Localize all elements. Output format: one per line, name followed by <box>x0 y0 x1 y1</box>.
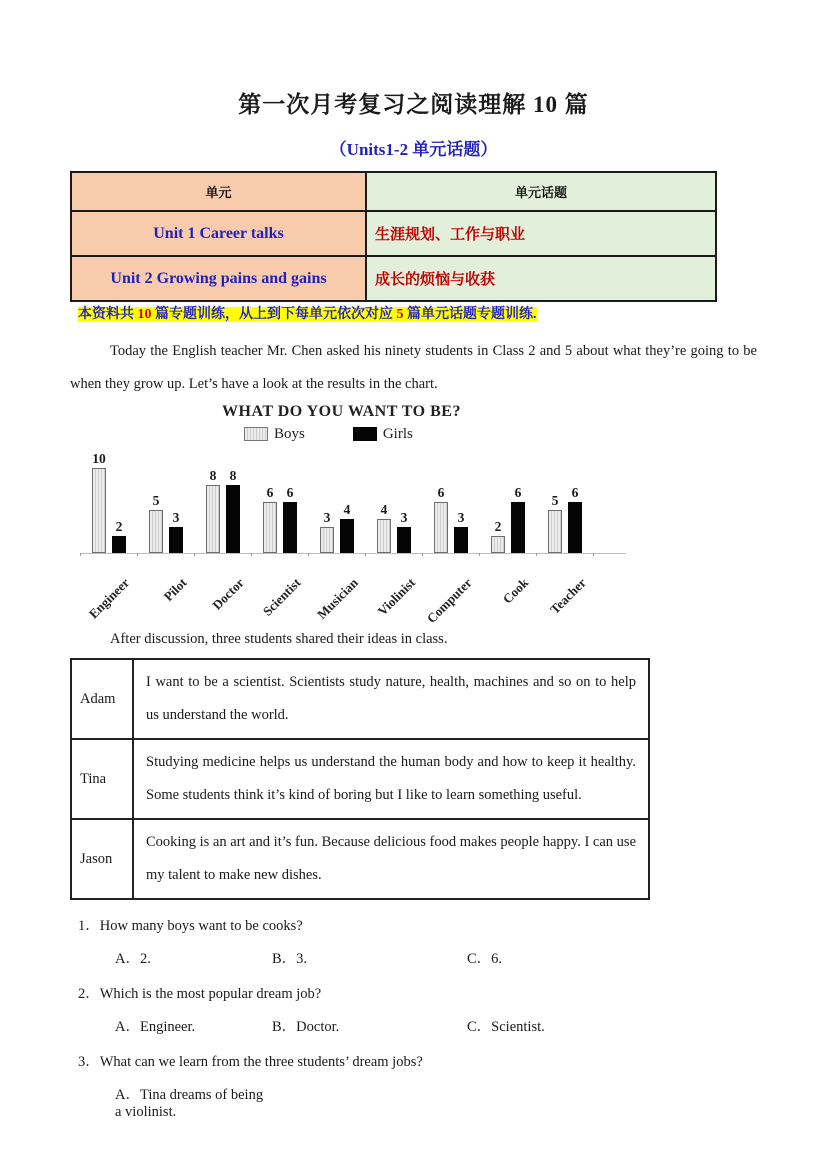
dream-job-chart <box>0 403 827 631</box>
questions-block <box>78 914 827 1121</box>
x-axis-tick <box>194 553 195 556</box>
chart-legend <box>244 425 827 443</box>
units-table-row-1 <box>71 211 716 256</box>
bar-boys-engineer <box>92 468 106 553</box>
question-3-number: 3． <box>78 1054 100 1070</box>
question-3-options <box>115 1083 827 1121</box>
x-axis-tick <box>422 553 423 556</box>
bar-value-girls-computer: 3 <box>457 510 465 525</box>
bar-value-boys-teacher: 5 <box>551 493 559 508</box>
category-label-cook: Cook <box>500 575 532 607</box>
bar-value-girls-teacher: 6 <box>571 485 579 500</box>
student-idea-cell: I want to be a scientist. Scientists study nature, health, machines and so on to help us understand the world. <box>133 659 649 739</box>
notice-segment-5: 篇单元话题专题训练. <box>403 307 537 322</box>
bar-boys-teacher <box>548 510 562 553</box>
bar-value-girls-scientist: 6 <box>286 485 294 500</box>
bar-girls-pilot <box>169 527 183 553</box>
bar-value-boys-musician: 3 <box>323 510 331 525</box>
legend-label-girls: Girls <box>382 425 413 442</box>
chart-plot-area <box>86 443 646 573</box>
x-axis-line <box>80 553 626 554</box>
question-3-text <box>78 1050 827 1071</box>
bar-girls-cook <box>511 502 525 553</box>
bar-value-boys-doctor: 8 <box>209 468 217 483</box>
bar-girls-scientist <box>283 502 297 553</box>
x-axis-tick <box>593 553 594 556</box>
bar-value-boys-violinist: 4 <box>380 502 388 517</box>
bar-boys-pilot <box>149 510 163 553</box>
bar-value-boys-pilot: 5 <box>152 493 160 508</box>
page-title: 第一次月考复习之阅读理解 10 篇 <box>238 92 589 117</box>
bar-boys-computer <box>434 502 448 553</box>
student-idea-cell: Cooking is an art and it’s fun. Because delicious food makes people happy. I can use my talent to make new dishes. <box>133 819 649 899</box>
bar-boys-violinist <box>377 519 391 553</box>
bar-value-boys-engineer: 10 <box>92 451 106 466</box>
question-1-option-c: C．6. <box>467 951 503 967</box>
bar-value-girls-engineer: 2 <box>115 519 123 534</box>
category-label-scientist: Scientist <box>259 575 304 619</box>
category-label-computer: Computer <box>423 575 475 626</box>
unit-topic-cell: 成长的烦恼与收获 <box>366 256 716 301</box>
bar-girls-engineer <box>112 536 126 553</box>
x-axis-tick <box>137 553 138 556</box>
category-label-violinist: Violinist <box>374 575 418 619</box>
units-table-row-2 <box>71 256 716 301</box>
unit-name-cell: Unit 2 Growing pains and gains <box>71 256 366 301</box>
bar-boys-scientist <box>263 502 277 553</box>
legend-item-boys <box>244 426 305 443</box>
student-name-cell: Jason <box>71 819 133 899</box>
bar-value-girls-doctor: 8 <box>229 468 237 483</box>
bar-value-girls-cook: 6 <box>514 485 522 500</box>
legend-swatch-girls-icon <box>353 427 377 441</box>
x-axis-tick <box>479 553 480 556</box>
category-label-pilot: Pilot <box>160 575 190 604</box>
units-header-unit: 单元 <box>71 172 366 211</box>
question-2-number: 2． <box>78 986 100 1002</box>
question-3-stem: What can we learn from the three students’ dream jobs? <box>99 1054 423 1070</box>
question-3-option-a: A．Tina dreams of being a violinist. <box>115 1087 264 1120</box>
x-axis-tick <box>80 553 81 556</box>
bar-boys-doctor <box>206 485 220 553</box>
question-1-number: 1． <box>78 918 100 934</box>
question-1-option-a: A．2. <box>115 951 151 967</box>
x-axis-tick <box>251 553 252 556</box>
unit-name-cell: Unit 1 Career talks <box>71 211 366 256</box>
bar-value-girls-musician: 4 <box>343 502 351 517</box>
notice-segment-1: 本资料共 <box>78 307 138 322</box>
chart-title: WHAT DO YOU WANT TO BE? <box>222 403 461 420</box>
legend-swatch-boys-icon <box>244 427 268 441</box>
students-table-row-3 <box>71 819 649 899</box>
question-1-options <box>115 947 827 968</box>
question-1-text <box>78 914 827 935</box>
question-1-option-b: B．3. <box>272 951 308 967</box>
bar-boys-musician <box>320 527 334 553</box>
question-2-option-c: C．Scientist. <box>467 1019 545 1035</box>
bar-girls-violinist <box>397 527 411 553</box>
bar-girls-teacher <box>568 502 582 553</box>
category-label-engineer: Engineer <box>86 575 133 622</box>
bar-boys-cook <box>491 536 505 553</box>
units-table <box>70 171 717 302</box>
bar-value-boys-computer: 6 <box>437 485 445 500</box>
question-2-option-b: B．Doctor. <box>272 1019 340 1035</box>
students-table-row-2 <box>71 739 649 819</box>
passage-intro: Today the English teacher Mr. Chen asked his ninety students in Class 2 and 5 about what they’re going to be when they grow up. Let’s have a look at the results in the chart. <box>70 343 757 392</box>
category-label-musician: Musician <box>313 575 361 622</box>
notice-segment-2: 10 <box>137 307 152 322</box>
x-axis-tick <box>365 553 366 556</box>
bar-value-boys-scientist: 6 <box>266 485 274 500</box>
legend-item-girls <box>353 426 413 443</box>
student-name-cell: Adam <box>71 659 133 739</box>
question-2-text <box>78 982 827 1003</box>
bar-girls-musician <box>340 519 354 553</box>
bar-girls-computer <box>454 527 468 553</box>
notice-line <box>78 304 827 325</box>
x-axis-tick <box>308 553 309 556</box>
student-name-cell: Tina <box>71 739 133 819</box>
x-axis-tick <box>536 553 537 556</box>
category-label-doctor: Doctor <box>208 575 247 613</box>
question-1-stem: How many boys want to be cooks? <box>99 918 303 934</box>
category-label-teacher: Teacher <box>546 575 589 617</box>
students-table <box>70 658 650 900</box>
units-header-topic: 单元话题 <box>366 172 716 211</box>
notice-segment-3: 篇专题训练，从上到下每单元依次对应 <box>151 307 397 322</box>
chart-category-labels <box>86 573 646 631</box>
unit-topic-cell: 生涯规划、工作与职业 <box>366 211 716 256</box>
question-2-option-a: A．Engineer. <box>115 1019 196 1035</box>
bar-girls-doctor <box>226 485 240 553</box>
legend-label-boys: Boys <box>274 425 305 442</box>
student-idea-cell: Studying medicine helps us understand the human body and how to keep it healthy. Some students think it’s kind of boring but I like to learn something useful. <box>133 739 649 819</box>
page-subtitle: （Units1-2 单元话题） <box>329 140 498 159</box>
question-2-options <box>115 1015 827 1036</box>
notice-segment-4: 5 <box>396 307 404 322</box>
passage-after-chart: After discussion, three students shared their ideas in class. <box>110 631 448 647</box>
students-table-row-1 <box>71 659 649 739</box>
bar-value-boys-cook: 2 <box>494 519 502 534</box>
bar-value-girls-violinist: 3 <box>400 510 408 525</box>
question-2-stem: Which is the most popular dream job? <box>99 986 322 1002</box>
bar-value-girls-pilot: 3 <box>172 510 180 525</box>
units-table-header-row <box>71 172 716 211</box>
